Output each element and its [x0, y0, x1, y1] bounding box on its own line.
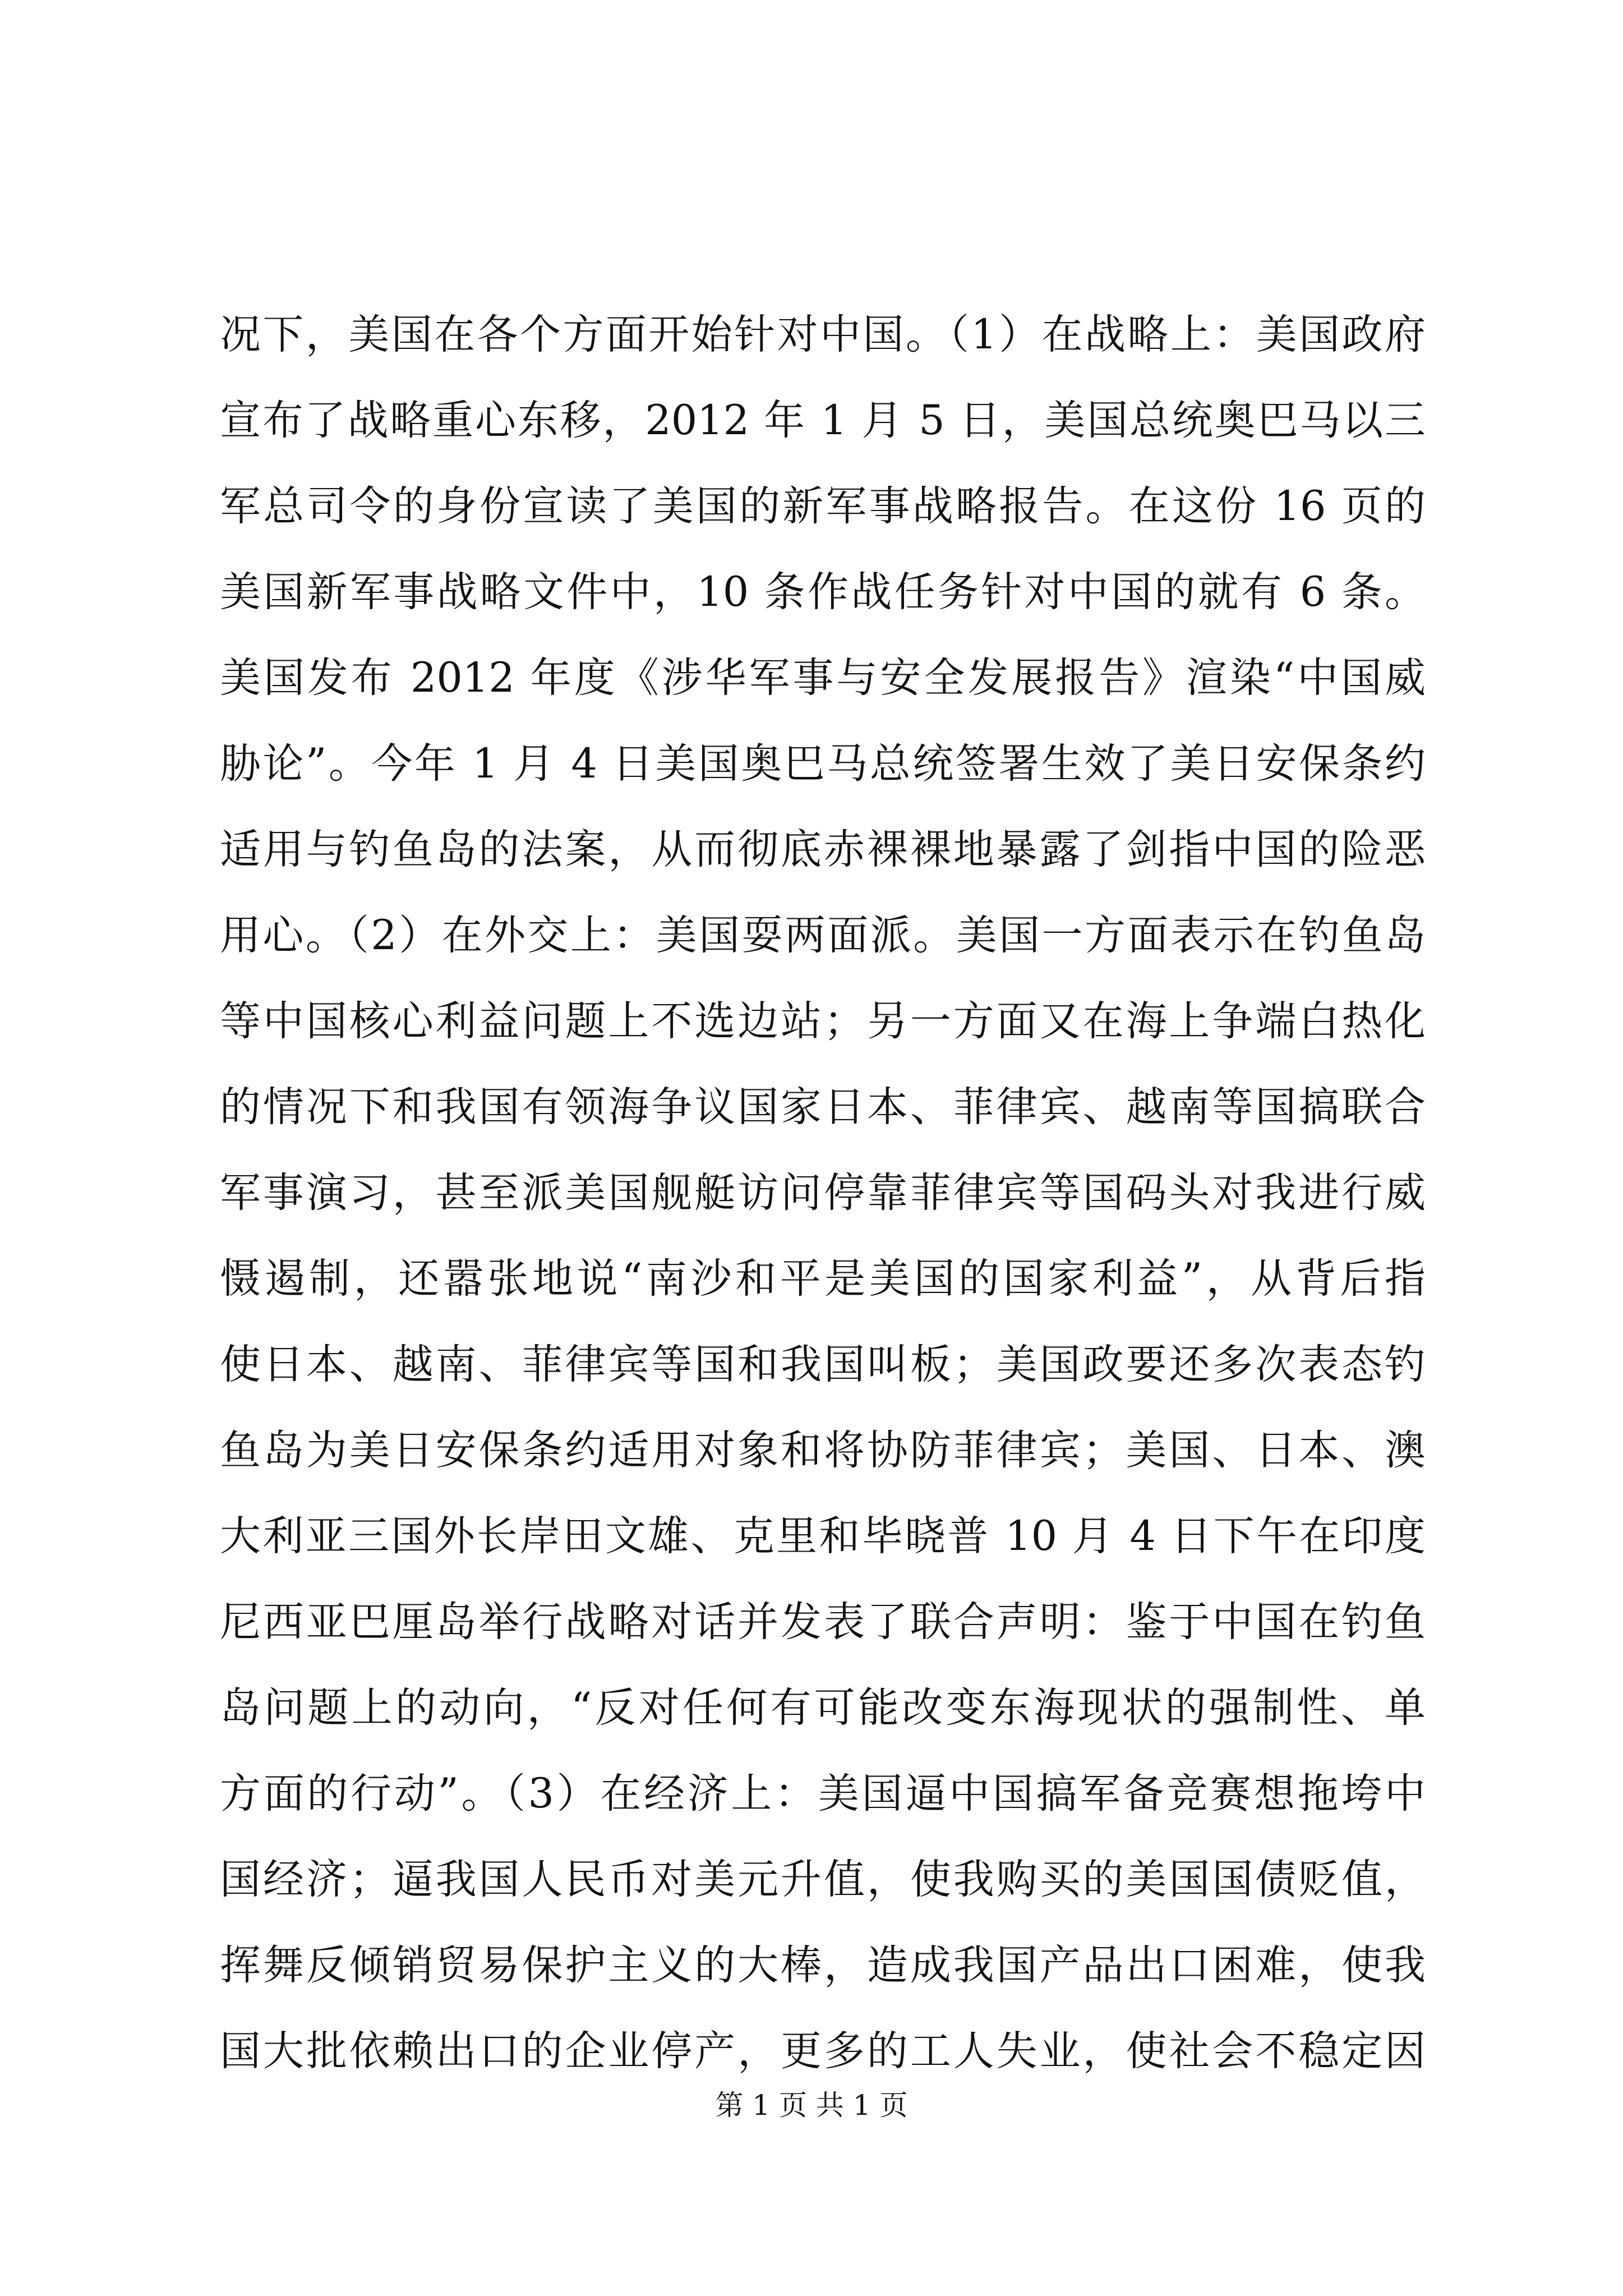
text-line: 军总司令的身份宣读了美国的新军事战略报告。在这份 16 页的: [220, 482, 1426, 530]
text-line: 军事演习，甚至派美国舰艇访问停靠菲律宾等国码头对我进行威: [220, 1169, 1426, 1217]
text-line: 慑遏制，还嚣张地说“南沙和平是美国的国家利益”，从背后指: [220, 1255, 1426, 1303]
text-line: 美国发布 2012 年度《涉华军事与安全发展报告》渲染“中国威: [220, 654, 1426, 702]
text-line: 使日本、越南、菲律宾等国和我国叫板；美国政要还多次表态钓: [220, 1341, 1426, 1388]
text-line: 鱼岛为美日安保条约适用对象和将协防菲律宾；美国、日本、澳: [220, 1427, 1426, 1474]
text-line: 等中国核心利益问题上不选边站；另一方面又在海上争端白热化: [220, 997, 1426, 1045]
body-paragraph: [220, 292, 1426, 2094]
text-line: 大利亚三国外长岸田文雄、克里和毕晓普 10 月 4 日下午在印度: [220, 1512, 1426, 1560]
text-line: 况下，美国在各个方面开始针对中国。（1）在战略上：美国政府: [220, 311, 1426, 358]
text-line: 的情况下和我国有领海争议国家日本、菲律宾、越南等国搞联合: [220, 1083, 1426, 1131]
text-line: 挥舞反倾销贸易保护主义的大棒，造成我国产品出口困难，使我: [220, 1941, 1426, 1989]
page-number-label: 第 1 页 共 1 页: [715, 2089, 908, 2122]
text-line: 国大批依赖出口的企业停产，更多的工人失业，使社会不稳定因: [220, 2027, 1426, 2075]
text-line: 岛问题上的动向，“反对任何有可能改变东海现状的强制性、单: [220, 1684, 1426, 1732]
text-line: 用心。（2）在外交上：美国耍两面派。美国一方面表示在钓鱼岛: [220, 912, 1426, 959]
text-line: 尼西亚巴厘岛举行战略对话并发表了联合声明：鉴于中国在钓鱼: [220, 1598, 1426, 1646]
page-footer: [0, 2086, 1623, 2125]
text-line: 适用与钓鱼岛的法案，从而彻底赤裸裸地暴露了剑指中国的险恶: [220, 826, 1426, 873]
text-line: 国经济；逼我国人民币对美元升值，使我购买的美国国债贬值，: [220, 1856, 1426, 1903]
text-line: 胁论”。今年 1 月 4 日美国奥巴马总统签署生效了美日安保条约: [220, 740, 1426, 788]
text-line: 方面的行动”。（3）在经济上：美国逼中国搞军备竞赛想拖垮中: [220, 1770, 1426, 1818]
text-line: 宣布了战略重心东移，2012 年 1 月 5 日，美国总统奥巴马以三: [220, 397, 1426, 444]
text-line: 美国新军事战略文件中，10 条作战任务针对中国的就有 6 条。: [220, 568, 1426, 616]
